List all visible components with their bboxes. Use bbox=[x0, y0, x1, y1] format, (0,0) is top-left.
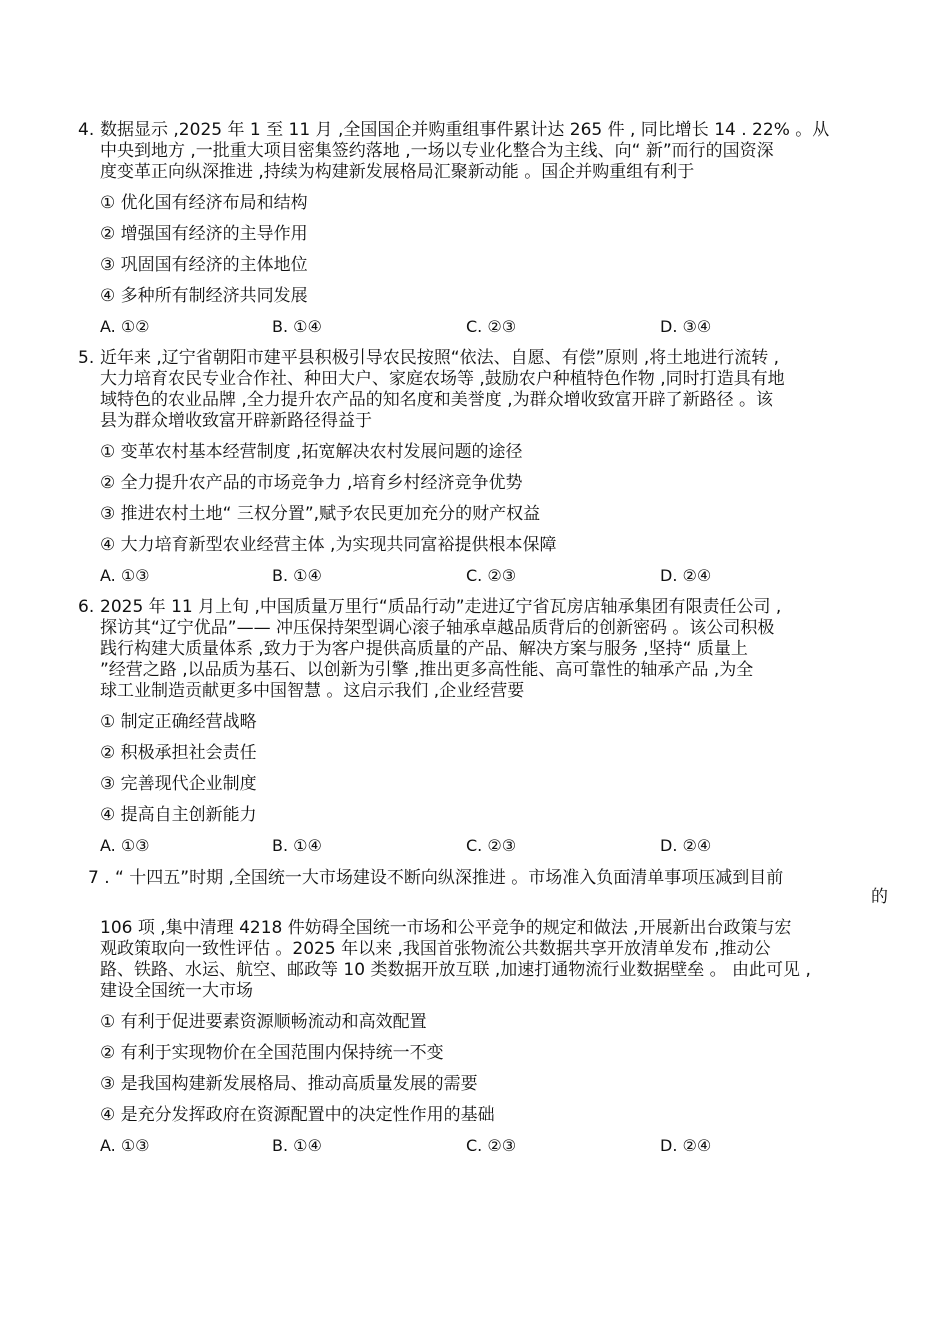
stem-line-text: “ 十四五”时期 ,全国统一大市场建设不断向纵深推进 。市场准入负面清单事项压减到目前 bbox=[115, 868, 784, 888]
question-6 bbox=[78, 597, 878, 857]
option-c[interactable]: C. ②③ bbox=[466, 1136, 517, 1155]
question-stem-first-line bbox=[88, 868, 888, 908]
statement-4: ④ 大力培育新型农业经营主体 ,为实现共同富裕提供根本保障 bbox=[100, 535, 557, 555]
question-stem bbox=[78, 348, 878, 432]
statement-4: ④ 多种所有制经济共同发展 bbox=[100, 286, 308, 306]
answer-options bbox=[100, 1135, 878, 1157]
stem-line-tail: 的 bbox=[871, 887, 888, 907]
option-c[interactable]: C. ②③ bbox=[466, 566, 517, 585]
answer-options bbox=[100, 316, 878, 338]
option-b[interactable]: B. ①④ bbox=[272, 566, 322, 585]
answer-options bbox=[100, 565, 878, 587]
stem-line: ”经营之路 ,以品质为基石、以创新为引擎 ,推出更多高性能、高可靠性的轴承产品 ,为全 bbox=[100, 660, 754, 680]
option-d[interactable]: D. ②④ bbox=[660, 1136, 712, 1155]
stem-line: 106 项 ,集中清理 4218 件妨碍全国统一市场和公平竞争的规定和做法 ,开展新出台政策与宏 bbox=[100, 918, 792, 938]
statement-2: ② 全力提升农产品的市场竞争力 ,培育乡村经济竞争优势 bbox=[100, 473, 523, 493]
stem-line: 大力培育农民专业合作社、种田大户、家庭农场等 ,鼓励农户种植特色作物 ,同时打造具有地 bbox=[100, 369, 785, 389]
option-d[interactable]: D. ②④ bbox=[660, 566, 712, 585]
question-stem bbox=[78, 597, 878, 702]
statement-2: ② 增强国有经济的主导作用 bbox=[100, 224, 308, 244]
question-4 bbox=[78, 120, 878, 338]
question-5 bbox=[78, 348, 878, 587]
statement-1: ① 变革农村基本经营制度 ,拓宽解决农村发展问题的途径 bbox=[100, 442, 523, 462]
question-number: 7 bbox=[88, 868, 99, 888]
stem-line: 2025 年 11 月上旬 ,中国质量万里行“质品行动”走进辽宁省瓦房店轴承集团有限责任公司 , bbox=[100, 597, 782, 617]
stem-line: 域特色的农业品牌 ,全力提升农产品的知名度和美誉度 ,为群众增收致富开辟了新路径 。该 bbox=[100, 390, 774, 410]
stem-line: 践行构建大质量体系 ,致力于为客户提供高质量的产品、解决方案与服务 ,坚持“ 质量上 bbox=[100, 639, 748, 659]
statement-3: ③ 推进农村土地“ 三权分置”,赋予农民更加充分的财产权益 bbox=[100, 504, 541, 524]
statement-3: ③ 是我国构建新发展格局、推动高质量发展的需要 bbox=[100, 1074, 478, 1094]
option-c[interactable]: C. ②③ bbox=[466, 317, 517, 336]
stem-line: 度变革正向纵深推进 ,持续为构建新发展格局汇聚新动能 。国企并购重组有利于 bbox=[100, 162, 695, 182]
statement-3: ③ 完善现代企业制度 bbox=[100, 774, 257, 794]
statement-3: ③ 巩固国有经济的主体地位 bbox=[100, 255, 308, 275]
statement-1: ① 有利于促进要素资源顺畅流动和高效配置 bbox=[100, 1012, 427, 1032]
question-number: 6. bbox=[78, 597, 95, 617]
statement-1: ① 优化国有经济布局和结构 bbox=[100, 193, 308, 213]
question-number: 4. bbox=[78, 120, 95, 140]
stem-line: 球工业制造贡献更多中国智慧 。这启示我们 ,企业经营要 bbox=[100, 681, 525, 701]
answer-options bbox=[100, 835, 878, 857]
statement-4: ④ 提高自主创新能力 bbox=[100, 805, 257, 825]
stem-line: 探访其“辽宁优品”—— 冲压保持架型调心滚子轴承卓越品质背后的创新密码 。该公司积极 bbox=[100, 618, 775, 638]
option-b[interactable]: B. ①④ bbox=[272, 836, 322, 855]
option-a[interactable]: A. ①③ bbox=[100, 1136, 150, 1155]
statement-4: ④ 是充分发挥政府在资源配置中的决定性作用的基础 bbox=[100, 1105, 495, 1125]
stem-line: 近年来 ,辽宁省朝阳市建平县积极引导农民按照“依法、自愿、有偿”原则 ,将土地进行流转 , bbox=[100, 348, 780, 368]
statement-2: ② 积极承担社会责任 bbox=[100, 743, 257, 763]
option-c[interactable]: C. ②③ bbox=[466, 836, 517, 855]
statement-2: ② 有利于实现物价在全国范围内保持统一不变 bbox=[100, 1043, 444, 1063]
stem-line: 数据显示 ,2025 年 1 至 11 月 ,全国国企并购重组事件累计达 265 件 , 同比增长 14 . 22% 。从 bbox=[100, 120, 830, 140]
stem-line: 路、铁路、水运、航空、邮政等 10 类数据开放互联 ,加速打通物流行业数据壁垒 。 由此可见 , bbox=[100, 960, 811, 980]
stem-line: 中央到地方 ,一批重大项目密集签约落地 ,一场以专业化整合为主线、向“ 新”而行的国资深 bbox=[100, 141, 774, 161]
stem-line: 观政策取向一致性评估 。2025 年以来 ,我国首张物流公共数据共享开放清单发布 ,推动公 bbox=[100, 939, 771, 959]
statement-1: ① 制定正确经营战略 bbox=[100, 712, 257, 732]
question-stem bbox=[78, 120, 878, 183]
option-d[interactable]: D. ③④ bbox=[660, 317, 712, 336]
option-a[interactable]: A. ①② bbox=[100, 317, 150, 336]
question-stem bbox=[78, 918, 878, 1002]
question-7 bbox=[78, 868, 888, 1157]
stem-line: 建设全国统一大市场 bbox=[100, 981, 253, 1001]
option-a[interactable]: A. ①③ bbox=[100, 566, 150, 585]
option-b[interactable]: B. ①④ bbox=[272, 317, 322, 336]
stem-line: 7 . “ 十四五”时期 ,全国统一大市场建设不断向纵深推进 。市场准入负面清单事项压减到目前 bbox=[88, 868, 784, 888]
option-a[interactable]: A. ①③ bbox=[100, 836, 150, 855]
stem-line: 县为群众增收致富开辟新路径得益于 bbox=[100, 411, 372, 431]
option-b[interactable]: B. ①④ bbox=[272, 1136, 322, 1155]
option-d[interactable]: D. ②④ bbox=[660, 836, 712, 855]
question-number: 5. bbox=[78, 348, 95, 368]
